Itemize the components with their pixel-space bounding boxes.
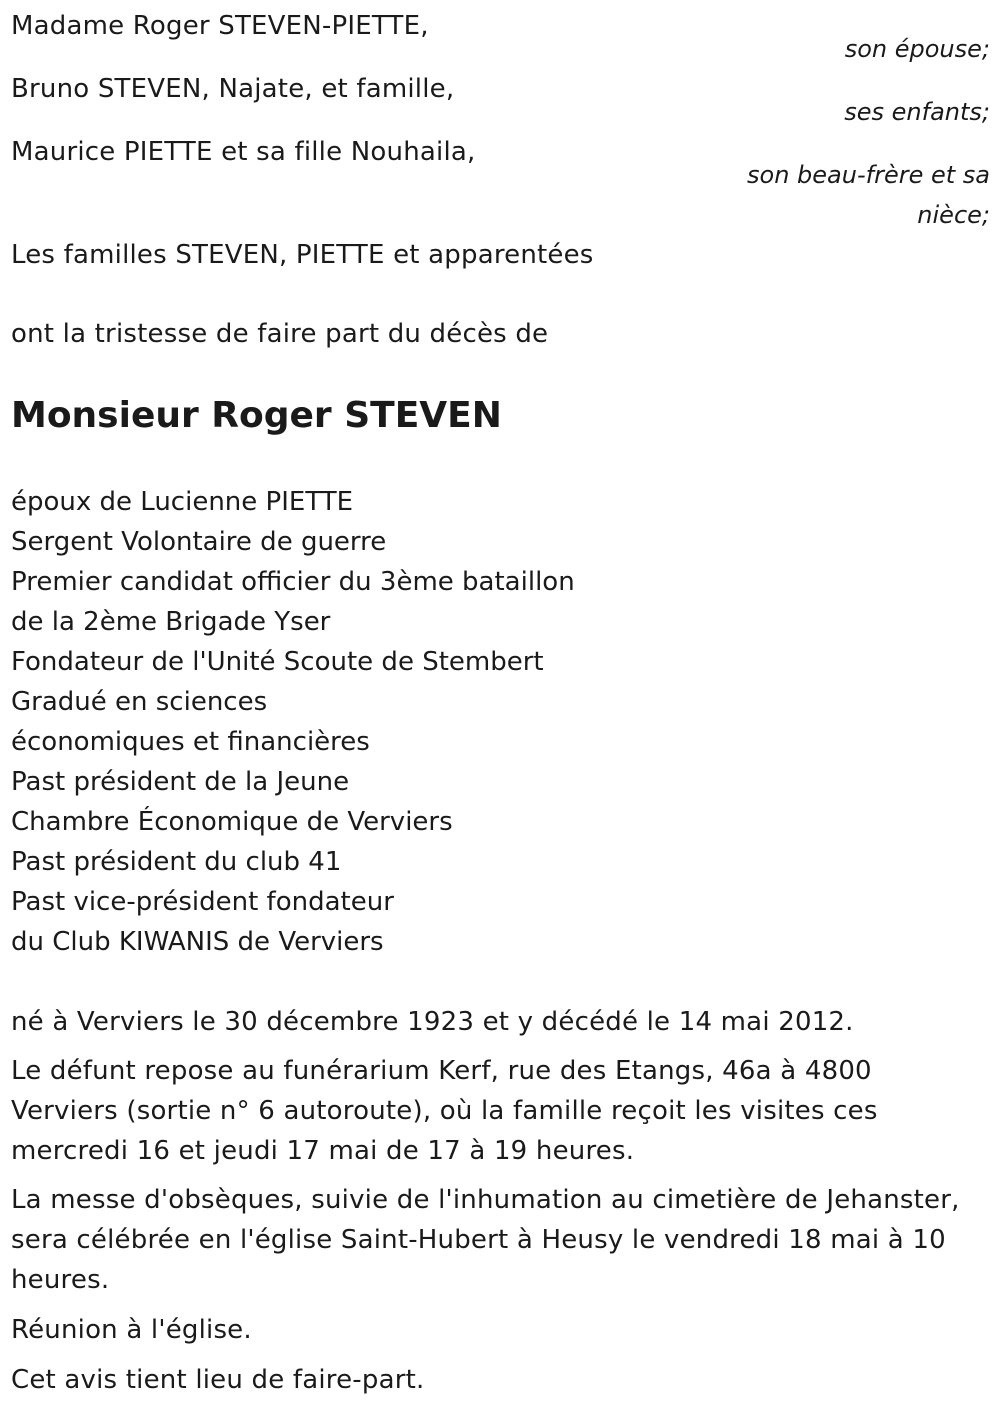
title-line: de la 2ème Brigade Yser	[11, 607, 331, 637]
visitation-line-3: mercredi 16 et jeudi 17 mai de 17 à 19 heures.	[11, 1136, 635, 1166]
visitation-line-1: Le défunt repose au funérarium Kerf, rue des Etangs, 46a à 4800	[11, 1056, 872, 1086]
title-line: Past président du club 41	[11, 847, 342, 877]
title-line: économiques et financières	[11, 727, 370, 757]
relation-brother-in-law-line1: son beau-frère et sa	[747, 161, 990, 189]
funeral-line-1: La messe d'obsèques, suivie de l'inhumation au cimetière de Jehanster,	[11, 1185, 960, 1215]
title-line: Gradué en sciences	[11, 687, 268, 717]
title-line: Sergent Volontaire de guerre	[11, 527, 387, 557]
title-line: Past vice-président fondateur	[11, 887, 394, 917]
deceased-name: Monsieur Roger STEVEN	[11, 395, 502, 436]
funeral-line-3: heures.	[11, 1265, 110, 1295]
title-line: Chambre Économique de Verviers	[11, 807, 453, 837]
title-line: Fondateur de l'Unité Scoute de Stembert	[11, 647, 544, 677]
visitation-line-2: Verviers (sortie n° 6 autoroute), où la famille reçoit les visites ces	[11, 1096, 878, 1126]
titles-list	[11, 482, 575, 962]
announcement: ont la tristesse de faire part du décès de	[11, 319, 549, 349]
family-member-children: Bruno STEVEN, Najate, et famille,	[11, 74, 455, 104]
relation-spouse: son épouse;	[844, 35, 990, 63]
funeral-line-2: sera célébrée en l'église Saint-Hubert à Heusy le vendredi 18 mai à 10	[11, 1225, 946, 1255]
relation-children: ses enfants;	[844, 98, 990, 126]
closing-line: Cet avis tient lieu de faire-part.	[11, 1365, 425, 1395]
families-line: Les familles STEVEN, PIETTE et apparentées	[11, 240, 594, 270]
title-line: du Club KIWANIS de Verviers	[11, 927, 384, 957]
title-line: Past président de la Jeune	[11, 767, 350, 797]
relation-brother-in-law-line2: nièce;	[917, 201, 990, 229]
family-member-brother-in-law: Maurice PIETTE et sa fille Nouhaila,	[11, 137, 476, 167]
birth-death-line: né à Verviers le 30 décembre 1923 et y décédé le 14 mai 2012.	[11, 1007, 854, 1037]
meeting-line: Réunion à l'église.	[11, 1315, 252, 1345]
family-member-spouse: Madame Roger STEVEN-PIETTE,	[11, 11, 429, 41]
title-line: époux de Lucienne PIETTE	[11, 487, 354, 517]
title-line: Premier candidat officier du 3ème bataillon	[11, 567, 575, 597]
